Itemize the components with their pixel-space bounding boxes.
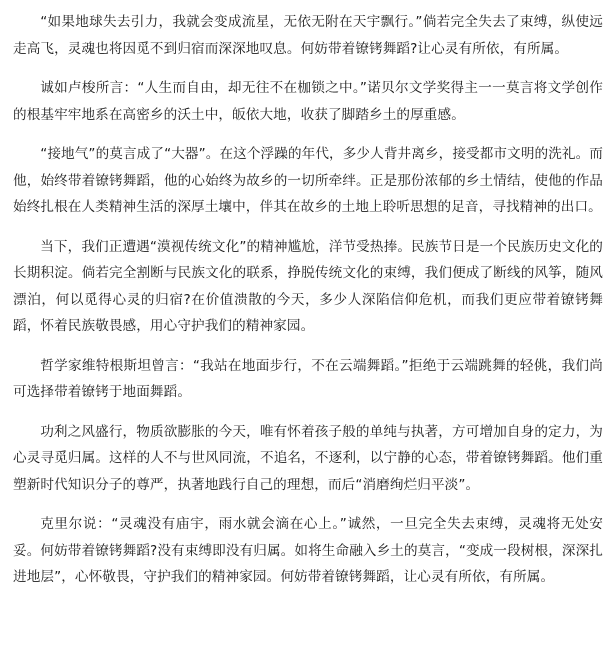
article-body bbox=[13, 0, 603, 591]
paragraph-2: 诚如卢梭所言：“人生而自由，却无往不在枷锁之中。”诺贝尔文学奖得主一一莫言将文学创作的根基牢牢地系在高密乡的沃土中，皈依大地，收获了脚踏乡土的厚重感。 bbox=[13, 80, 603, 123]
paragraph-7: 克里尔说：“灵魂没有庙宇，雨水就会滴在心上。”诚然，一旦完全失去束缚，灵魂将无处安妥。何妨带着镣铐舞蹈?没有束缚即没有归属。如将生命融入乡土的莫言，“变成一段树根，深深扎进地层”，心怀敬畏，守护我们的精神家园。何妨带着镣铐舞蹈，让心灵有所依，有所属。 bbox=[13, 516, 603, 585]
paragraph-5: 哲学家维特根斯坦曾言：“我站在地面步行，不在云端舞蹈。”拒绝于云端跳舞的轻佻，我们尚可选择带着镣铐于地面舞蹈。 bbox=[13, 357, 603, 400]
paragraph-3: “接地气”的莫言成了“大器”。在这个浮躁的年代，多少人背井离乡，接受都市文明的洗礼。而他，始终带着镣铐舞蹈，他的心始终为故乡的一切所牵绊。正是那份浓郁的乡土情结，使他的作品始终扎根在人类精神生活的深厚土壤中，伴其在故乡的土地上聆听思想的足音，寻找精神的出口。 bbox=[13, 146, 603, 215]
paragraph-4: 当下，我们正遭遇“漠视传统文化”的精神尴尬，洋节受热捧。民族节日是一个民族历史文化的长期积淀。倘若完全割断与民族文化的联系，挣脱传统文化的束缚，我们便成了断线的风筝，随风漂泊，何以觅得心灵的归宿?在价值溃散的今天，多少人深陷信仰危机，而我们更应带着镣铐舞蹈，怀着民族敬畏感，用心守护我们的精神家园。 bbox=[13, 238, 603, 334]
paragraph-6: 功利之风盛行，物质欲膨胀的今天，唯有怀着孩子般的单纯与执著，方可增加自身的定力，为心灵寻觅归属。这样的人不与世风同流，不追名，不逐利，以宁静的心态，带着镣铐舞蹈。他们重塑新时代知识分子的尊严，执著地践行自己的理想，而后“消磨绚烂归平淡”。 bbox=[13, 423, 603, 493]
paragraph-1: “如果地球失去引力，我就会变成流星，无依无附在天宇飘行。”倘若完全失去了束缚，纵使远走高飞，灵魂也将因觅不到归宿而深深地叹息。何妨带着镣铐舞蹈?让心灵有所依，有所属。 bbox=[13, 14, 603, 57]
